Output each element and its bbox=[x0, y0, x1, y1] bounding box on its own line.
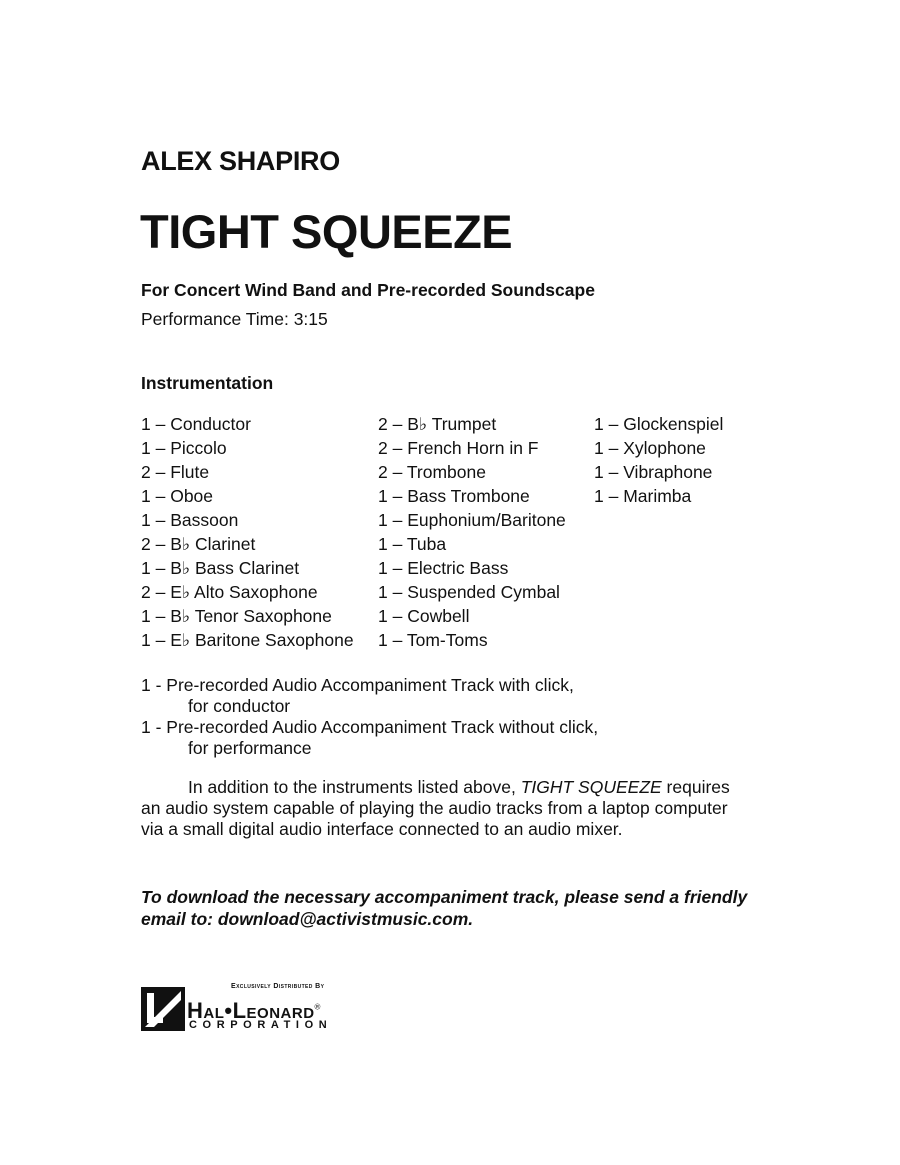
instrument-count: 2 bbox=[378, 414, 388, 434]
hal-leonard-logo-icon bbox=[141, 987, 185, 1031]
instrument-entry: 2 – Flute bbox=[141, 462, 210, 482]
instrument-count: 1 bbox=[378, 558, 388, 578]
instrument-name: Electric Bass bbox=[407, 558, 509, 578]
instrument-count: 1 bbox=[594, 486, 604, 506]
publisher-corporation: CORPORATION bbox=[189, 1019, 333, 1031]
instrument-entry: 1 – B♭ Tenor Saxophone bbox=[141, 606, 332, 626]
audio-track-purpose: for conductor bbox=[188, 696, 291, 716]
instrument-key: E♭ bbox=[170, 582, 195, 602]
instrument-key: E♭ bbox=[170, 630, 195, 650]
instrument-count: 1 bbox=[594, 438, 604, 458]
instrument-name: Trombone bbox=[406, 462, 486, 482]
instrument-count: 2 bbox=[378, 438, 388, 458]
instrument-name: Xylophone bbox=[623, 438, 706, 458]
instrument-count: 1 bbox=[378, 486, 388, 506]
registered-mark: ® bbox=[314, 1002, 321, 1012]
instrument-entry: 2 – French Horn in F bbox=[378, 438, 539, 458]
instrument-entry: 1 – Suspended Cymbal bbox=[378, 582, 560, 602]
audio-tracks-list bbox=[141, 675, 598, 759]
instrument-name: Baritone Saxophone bbox=[195, 630, 354, 650]
instrument-entry: 1 – Piccolo bbox=[141, 438, 227, 458]
instrumentation-column-1 bbox=[141, 412, 354, 652]
piece-title: TIGHT SQUEEZE bbox=[140, 205, 513, 258]
composer-name: ALEX SHAPIRO bbox=[141, 146, 340, 176]
audio-track-line: 1 - Pre-recorded Audio Accompaniment Track with click, bbox=[141, 675, 574, 695]
instrument-name: Glockenspiel bbox=[623, 414, 724, 434]
instrument-key: B♭ bbox=[407, 414, 432, 434]
instrument-name: Piccolo bbox=[170, 438, 227, 458]
performance-time-value: 3:15 bbox=[293, 309, 328, 329]
audio-track-line: 1 - Pre-recorded Audio Accompaniment Track without click, bbox=[141, 717, 599, 737]
instrument-entry: 2 – E♭ Alto Saxophone bbox=[141, 582, 318, 602]
instrument-entry: 2 – B♭ Clarinet bbox=[141, 534, 256, 554]
instrument-entry: 1 – Xylophone bbox=[594, 438, 706, 458]
instrument-name: Conductor bbox=[170, 414, 251, 434]
instrument-entry: 1 – Cowbell bbox=[378, 606, 470, 626]
instrument-entry: 1 – Euphonium/Baritone bbox=[378, 510, 566, 530]
instrument-count: 1 bbox=[141, 414, 151, 434]
instrument-entry: 1 – Glockenspiel bbox=[594, 414, 724, 434]
instrument-count: 1 bbox=[378, 630, 388, 650]
publisher-name-text: Hal•Leonard bbox=[187, 998, 315, 1023]
instrument-count: 2 bbox=[378, 462, 388, 482]
instrument-name: Cowbell bbox=[407, 606, 470, 626]
instrument-count: 1 bbox=[141, 558, 151, 578]
instrument-count: 2 bbox=[141, 462, 151, 482]
instrument-count: 1 bbox=[141, 606, 151, 626]
instrument-name: Bass Trombone bbox=[407, 486, 530, 506]
instrument-count: 1 bbox=[141, 486, 151, 506]
distributed-by-label: Exclusively Distributed By bbox=[231, 983, 325, 990]
instrument-key: B♭ bbox=[170, 606, 195, 626]
instrument-entry: 2 – B♭ Trumpet bbox=[378, 414, 497, 434]
instrument-count: 2 bbox=[141, 534, 151, 554]
instrument-name: Bassoon bbox=[170, 510, 239, 530]
instrument-name: Trumpet bbox=[431, 414, 497, 434]
instrument-count: 2 bbox=[141, 582, 151, 602]
instrument-name: Vibraphone bbox=[623, 462, 713, 482]
subtitle: For Concert Wind Band and Pre-recorded Soundscape bbox=[141, 280, 595, 300]
instrument-name: Flute bbox=[170, 462, 210, 482]
instrument-entry: 1 – Tuba bbox=[378, 534, 447, 554]
instrument-name: Alto Saxophone bbox=[194, 582, 318, 602]
instrumentation-column-3 bbox=[594, 412, 723, 508]
instrument-count: 1 bbox=[594, 462, 604, 482]
instrument-name: Euphonium/Baritone bbox=[407, 510, 566, 530]
instrument-entry: 1 – Tom-Toms bbox=[378, 630, 488, 650]
performance-time bbox=[141, 309, 328, 330]
note-title-reference: TIGHT SQUEEZE bbox=[520, 777, 662, 797]
instrument-name: Suspended Cymbal bbox=[407, 582, 560, 602]
download-notice: To download the necessary accompaniment track, please send a friendly email to: download@activistmusic.com. bbox=[141, 887, 748, 929]
instrument-entry: 1 – Bassoon bbox=[141, 510, 239, 530]
instrument-count: 1 bbox=[141, 510, 151, 530]
instrument-entry: 1 – E♭ Baritone Saxophone bbox=[141, 630, 354, 650]
instrument-count: 1 bbox=[378, 606, 388, 626]
instrument-count: 1 bbox=[378, 534, 388, 554]
instrument-count: 1 bbox=[141, 630, 151, 650]
instrument-name: Clarinet bbox=[195, 534, 256, 554]
instrument-entry: 1 – Bass Trombone bbox=[378, 486, 530, 506]
instrumentation-column-2 bbox=[378, 412, 566, 652]
instrument-name: Tuba bbox=[406, 534, 447, 554]
instrument-name: Tenor Saxophone bbox=[194, 606, 332, 626]
audio-track-purpose: for performance bbox=[188, 738, 312, 758]
instrument-entry: 1 – Marimba bbox=[594, 486, 692, 506]
instrument-entry: 2 – Trombone bbox=[378, 462, 486, 482]
instrument-entry: 1 – Electric Bass bbox=[378, 558, 509, 578]
instrument-key: B♭ bbox=[170, 534, 195, 554]
performance-time-label: Performance Time: bbox=[141, 309, 294, 329]
instrument-count: 1 bbox=[378, 582, 388, 602]
publisher-logo bbox=[141, 983, 401, 1033]
instrument-count: 1 bbox=[378, 510, 388, 530]
note-text-after: requires an audio system capable of playing the audio tracks from a laptop computer via a small digital audio interface connected to an audio mixer. bbox=[141, 777, 730, 839]
instrument-name: Bass Clarinet bbox=[195, 558, 300, 578]
requirements-note bbox=[141, 777, 741, 840]
instrument-name: French Horn in F bbox=[407, 438, 539, 458]
instrument-name: Marimba bbox=[623, 486, 692, 506]
instrument-entry: 1 – Conductor bbox=[141, 414, 251, 434]
instrument-count: 1 bbox=[141, 438, 151, 458]
instrument-key: B♭ bbox=[170, 558, 195, 578]
instrument-entry: 1 – B♭ Bass Clarinet bbox=[141, 558, 300, 578]
instrument-name: Oboe bbox=[170, 486, 214, 506]
instrumentation-heading: Instrumentation bbox=[141, 373, 274, 393]
instrument-count: 1 bbox=[594, 414, 604, 434]
instrument-entry: 1 – Vibraphone bbox=[594, 462, 713, 482]
note-text-before: In addition to the instruments listed above, bbox=[188, 777, 521, 797]
instrument-name: Tom-Toms bbox=[406, 630, 488, 650]
instrument-entry: 1 – Oboe bbox=[141, 486, 214, 506]
